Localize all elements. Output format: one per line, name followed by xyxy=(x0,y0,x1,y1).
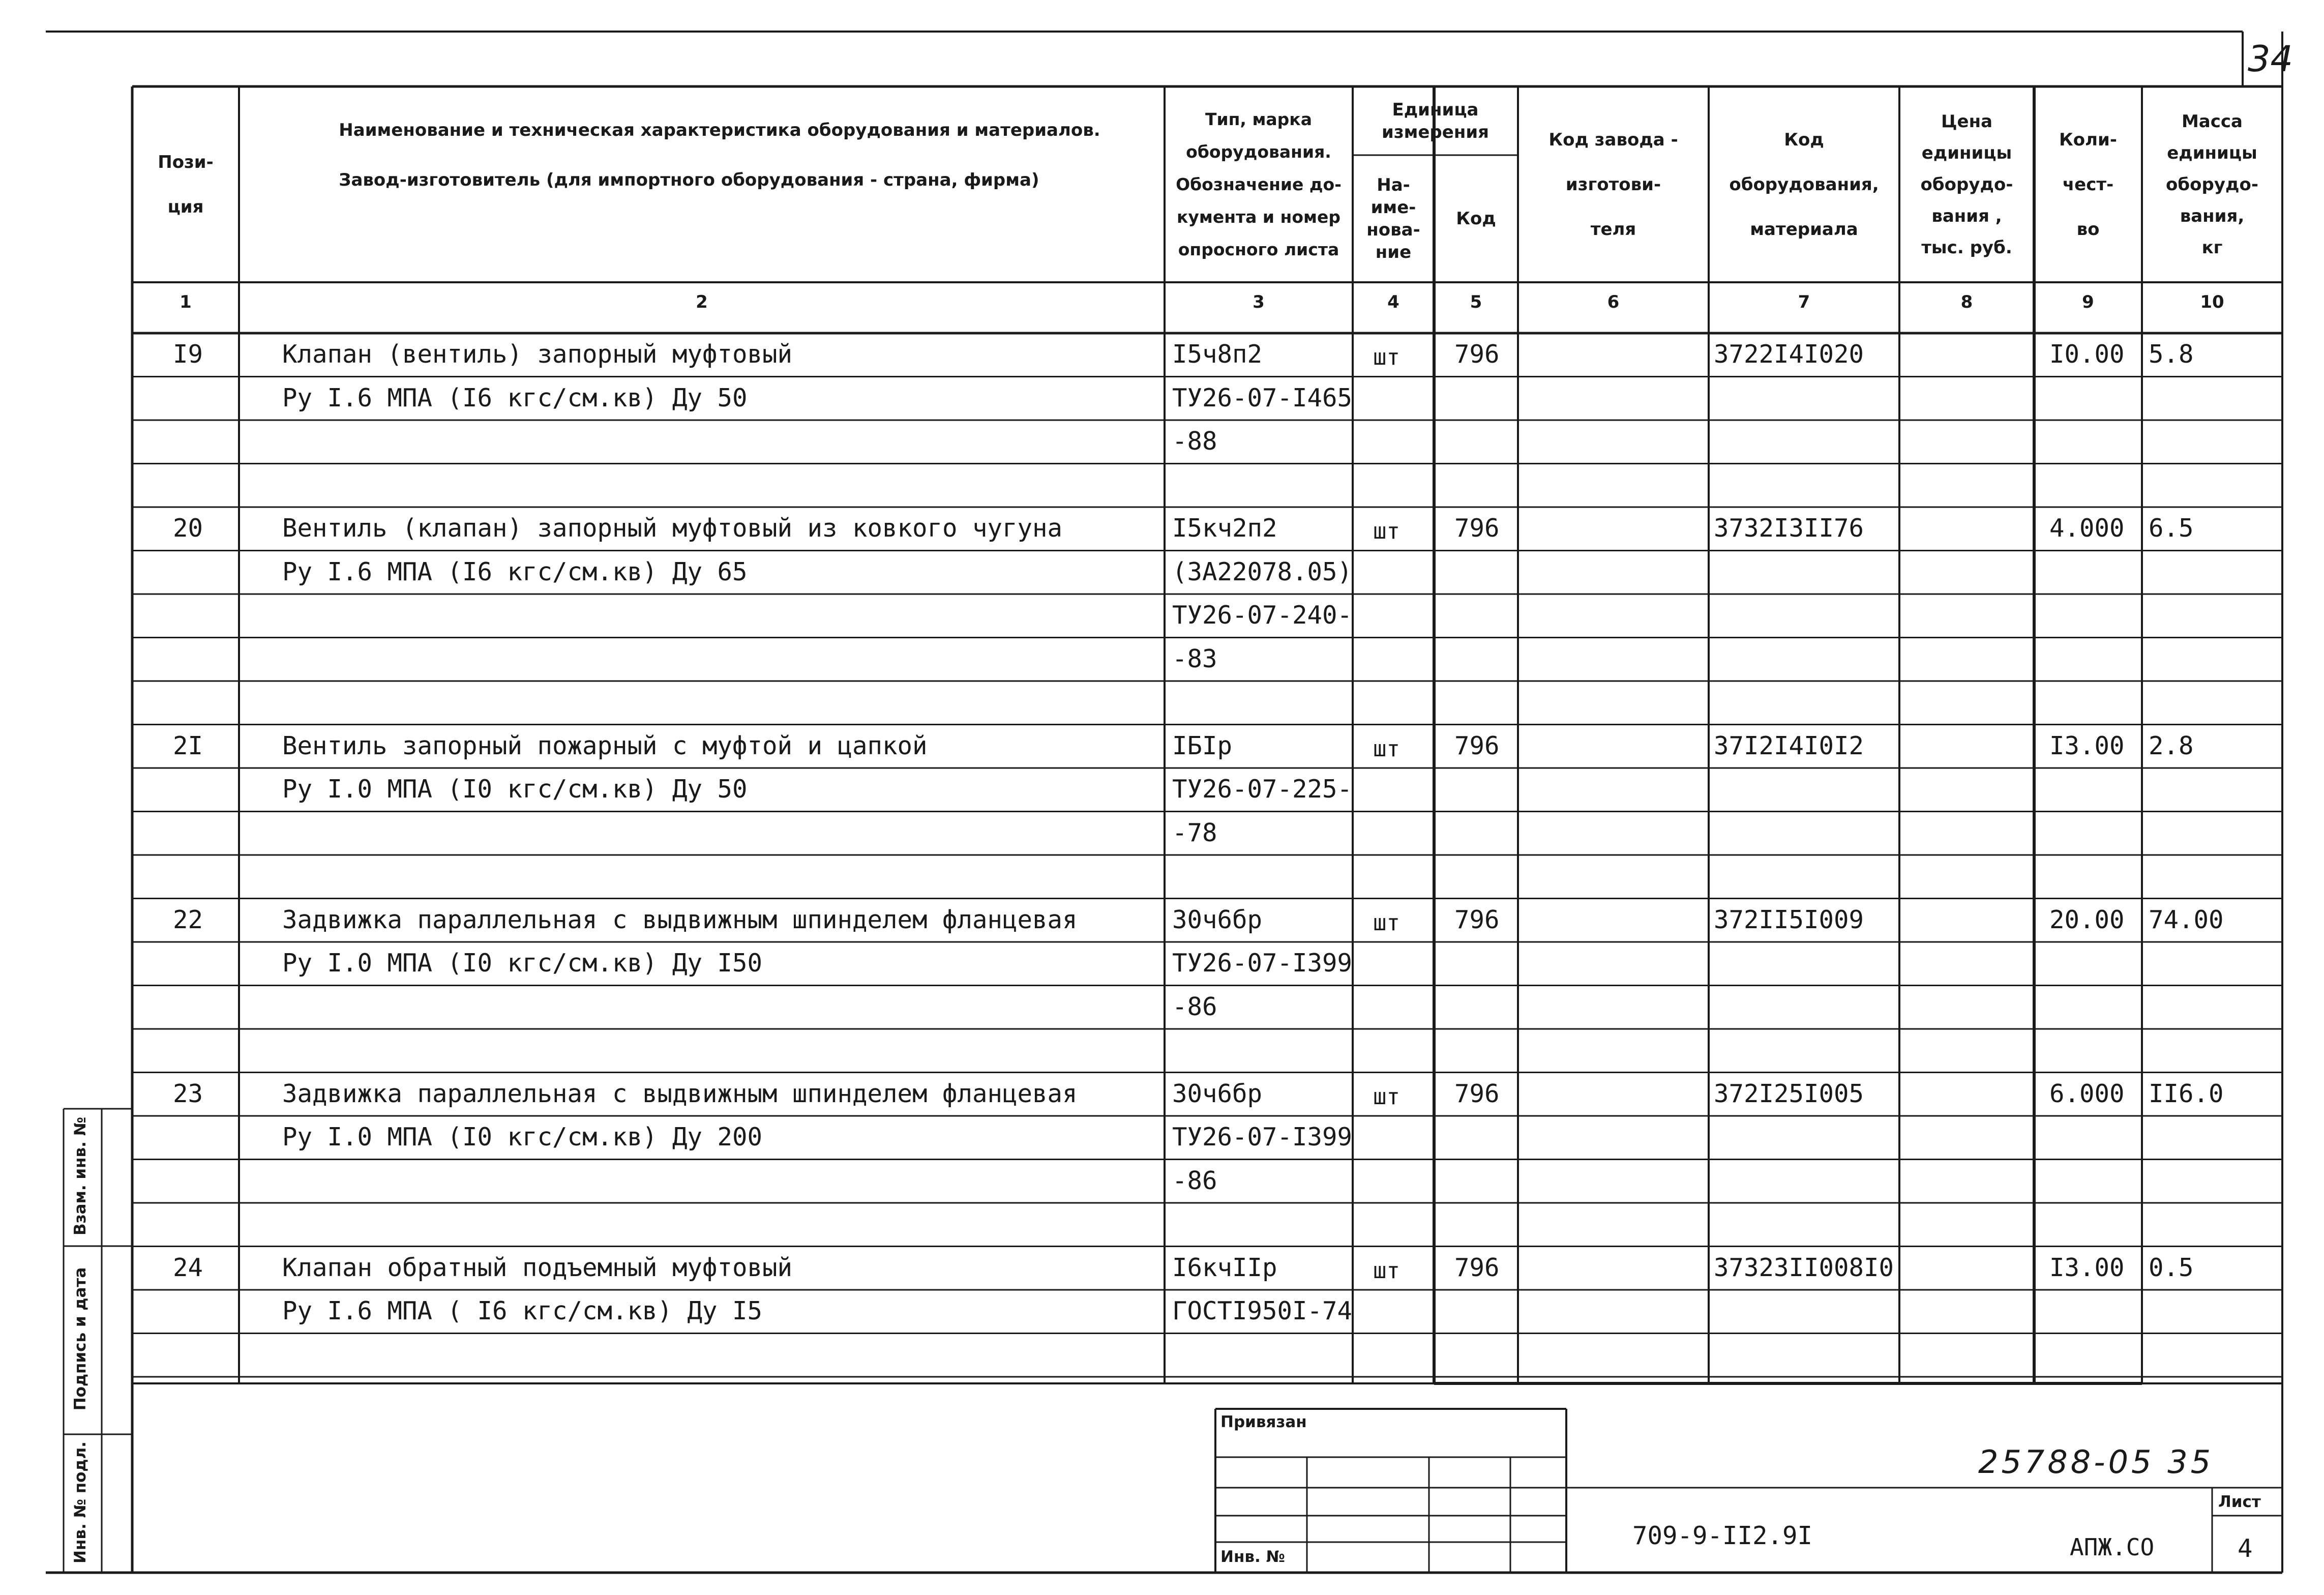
item-position: 20 xyxy=(173,514,203,543)
item-type-line: -86 xyxy=(1172,1166,1217,1195)
item-type-line: ТУ26-07-I399 xyxy=(1172,1123,1353,1151)
header-unit-name: На- име- нова- ние xyxy=(1366,175,1420,262)
item-quantity: 20.00 xyxy=(2049,905,2125,934)
item-name-line: Вентиль запорный пожарный с муфтой и цапкой xyxy=(282,731,928,760)
item-mass: 74.00 xyxy=(2149,905,2224,934)
header-quantity: Коли- чест- во xyxy=(2059,129,2117,240)
item-name-line: Клапан обратный подъемный муфтовый xyxy=(282,1253,793,1282)
item-name-line: Ру I.0 МПА (I0 кгс/см.кв) Ду 50 xyxy=(282,775,748,804)
sheet-corner-number: 34 xyxy=(2248,38,2293,80)
header-unit: Единица измерения xyxy=(1382,99,1489,142)
stamp-section: АПЖ.СО xyxy=(2070,1533,2155,1561)
item-type-line: -83 xyxy=(1172,644,1217,673)
header-unit-code: Код xyxy=(1456,209,1496,229)
header-factory-code: Код завода - изготови- теля xyxy=(1548,129,1678,240)
column-number: 9 xyxy=(2082,292,2094,312)
item-unit: шт xyxy=(1373,518,1400,544)
column-number: 1 xyxy=(180,292,192,312)
item-quantity: I3.00 xyxy=(2049,1253,2125,1282)
side-label-replacement: Взам. инв. № xyxy=(71,1116,90,1236)
column-number: 6 xyxy=(1607,292,1620,312)
item-quantity: 6.000 xyxy=(2049,1079,2125,1108)
side-label-signature: Подпись и дата xyxy=(71,1267,90,1411)
column-number: 5 xyxy=(1470,292,1482,312)
item-unit-code: 796 xyxy=(1454,1079,1500,1108)
item-equipment-code: 372I25I005 xyxy=(1714,1079,1864,1108)
item-name-line: Задвижка параллельная с выдвижным шпинделем фланцевая xyxy=(282,1079,1078,1108)
stamp-handwritten-number: 25788-05 35 xyxy=(1978,1443,2214,1481)
item-position: 24 xyxy=(173,1253,203,1282)
item-name-line: Ру I.6 МПА (I6 кгс/см.кв) Ду 65 xyxy=(282,557,748,586)
item-type-line: ТУ26-07-240- xyxy=(1172,601,1353,630)
item-name-line: Ру I.0 МПА (I0 кгс/см.кв) Ду 200 xyxy=(282,1123,763,1151)
column-number: 7 xyxy=(1798,292,1810,312)
column-number: 3 xyxy=(1253,292,1265,312)
stamp-attached-label: Привязан xyxy=(1220,1413,1307,1431)
item-type-line: -78 xyxy=(1172,818,1217,847)
header-equipment-code: Код оборудования, материала xyxy=(1729,129,1879,240)
column-number: 2 xyxy=(696,292,708,312)
item-type-line: ТУ26-07-225- xyxy=(1172,775,1353,804)
item-name-line: Ру I.6 МПА (I6 кгс/см.кв) Ду 50 xyxy=(282,383,748,412)
item-mass: 2.8 xyxy=(2149,731,2194,760)
item-equipment-code: 37I2I4I0I2 xyxy=(1714,731,1864,760)
item-quantity: I0.00 xyxy=(2049,340,2125,369)
item-type-line: I5кч2п2 xyxy=(1172,514,1277,543)
item-position: 23 xyxy=(173,1079,203,1108)
stamp-inventory-label: Инв. № xyxy=(1220,1548,1285,1566)
item-type-line: ГОСТI950I-74 xyxy=(1172,1296,1353,1325)
item-type-line: 30ч6бр xyxy=(1172,905,1263,934)
column-number: 10 xyxy=(2200,292,2224,312)
item-type-line: (3А22078.05) xyxy=(1172,557,1353,586)
item-unit-code: 796 xyxy=(1454,514,1500,543)
item-quantity: I3.00 xyxy=(2049,731,2125,760)
item-unit: шт xyxy=(1373,735,1400,762)
item-unit: шт xyxy=(1373,909,1400,936)
item-type-line: IБIр xyxy=(1172,731,1233,760)
item-type-line: 30ч6бр xyxy=(1172,1079,1263,1108)
item-unit: шт xyxy=(1373,344,1400,370)
item-unit-code: 796 xyxy=(1454,731,1500,760)
item-mass: 6.5 xyxy=(2149,514,2194,543)
item-equipment-code: 3722I4I020 xyxy=(1714,340,1864,369)
header-mass: Масса единицы оборудо- вания, кг xyxy=(2166,111,2258,258)
item-position: I9 xyxy=(173,340,203,369)
item-name-line: Ру I.6 МПА ( I6 кгс/см.кв) Ду I5 xyxy=(282,1296,763,1325)
stamp-sheet-number: 4 xyxy=(2238,1534,2253,1563)
header-type: Тип, марка оборудования. Обозначение до- кумента и номер опросного листа xyxy=(1176,109,1342,259)
stamp-sheet-label: Лист xyxy=(2218,1493,2261,1511)
header-position: Пози- ция xyxy=(158,152,214,217)
header-name: Наименование и техническая характеристика оборудования и материалов. Завод-изготовитель (для импортного оборудования - страна, фирма) xyxy=(339,120,1100,190)
item-position: 22 xyxy=(173,905,203,934)
item-equipment-code: 372II5I009 xyxy=(1714,905,1864,934)
item-unit-code: 796 xyxy=(1454,340,1500,369)
item-equipment-code: 37323II008I0 xyxy=(1714,1253,1894,1282)
item-name-line: Задвижка параллельная с выдвижным шпинделем фланцевая xyxy=(282,905,1078,934)
item-mass: 0.5 xyxy=(2149,1253,2194,1282)
item-unit: шт xyxy=(1373,1083,1400,1110)
side-label-inventory: Инв. № подл. xyxy=(71,1441,90,1563)
item-mass: 5.8 xyxy=(2149,340,2194,369)
item-type-line: -88 xyxy=(1172,427,1217,456)
item-position: 2I xyxy=(173,731,203,760)
item-type-line: I6кчIIр xyxy=(1172,1253,1277,1282)
stamp-designation: 709-9-II2.9I xyxy=(1632,1521,1813,1550)
column-number: 4 xyxy=(1387,292,1399,312)
item-mass: II6.0 xyxy=(2149,1079,2224,1108)
item-unit: шт xyxy=(1373,1257,1400,1284)
item-name-line: Вентиль (клапан) запорный муфтовый из ковкого чугуна xyxy=(282,514,1063,543)
header-price: Цена единицы оборудо- вания , тыс. руб. xyxy=(1920,111,2013,258)
item-name-line: Ру I.0 МПА (I0 кгс/см.кв) Ду I50 xyxy=(282,949,763,978)
item-equipment-code: 3732I3II76 xyxy=(1714,514,1864,543)
item-name-line: Клапан (вентиль) запорный муфтовый xyxy=(282,340,793,369)
item-type-line: -86 xyxy=(1172,992,1217,1021)
item-quantity: 4.000 xyxy=(2049,514,2125,543)
item-type-line: ТУ26-07-I465 xyxy=(1172,383,1353,412)
item-type-line: ТУ26-07-I399 xyxy=(1172,949,1353,978)
item-unit-code: 796 xyxy=(1454,905,1500,934)
column-number: 8 xyxy=(1960,292,1973,312)
item-unit-code: 796 xyxy=(1454,1253,1500,1282)
item-type-line: I5ч8п2 xyxy=(1172,340,1263,369)
